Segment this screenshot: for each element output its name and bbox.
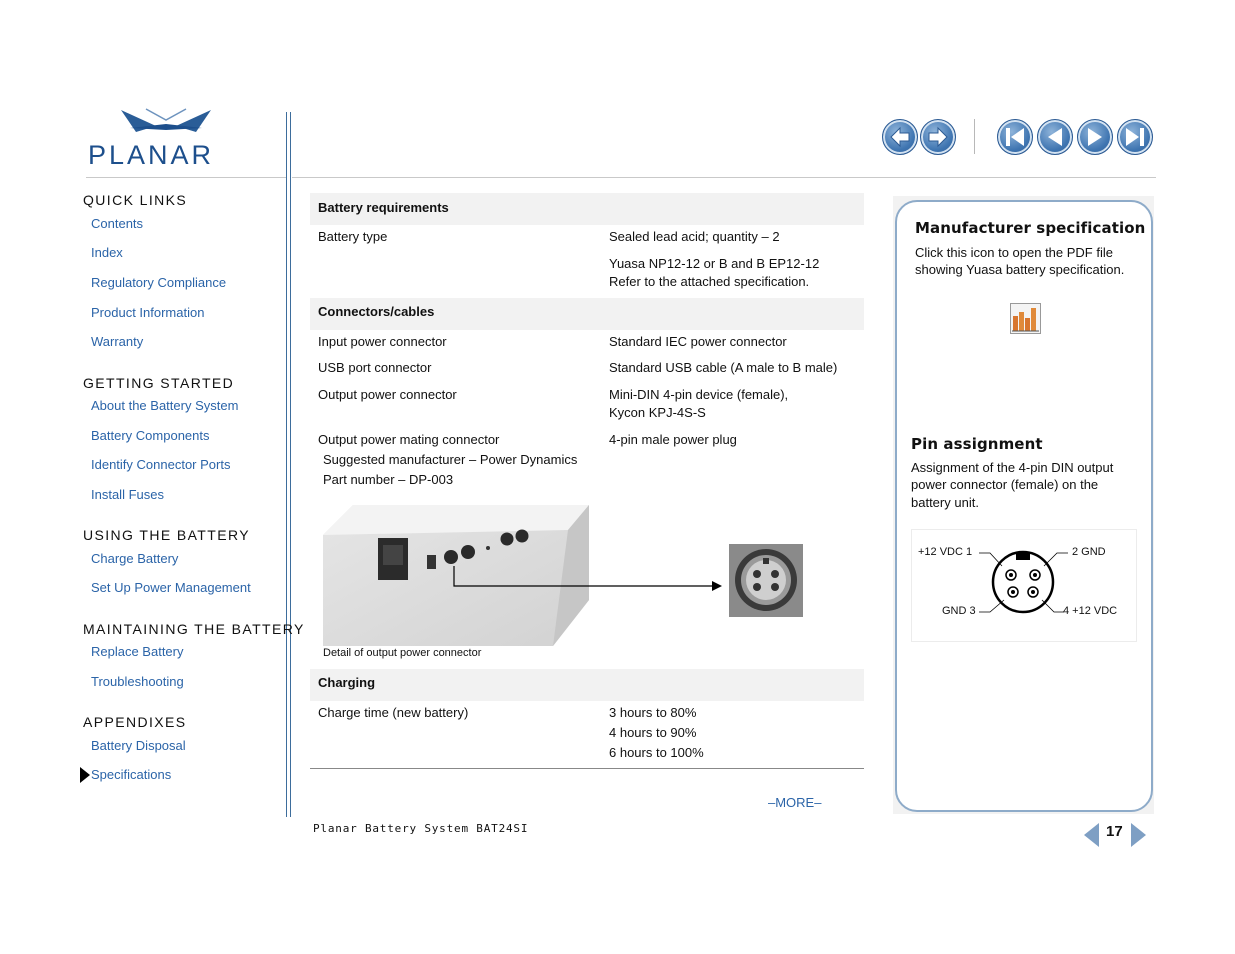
charge-time-value: 4 hours to 90% [609, 725, 697, 740]
header-divider [86, 177, 286, 178]
header-divider-main [292, 177, 1156, 178]
page-number: 17 [1106, 823, 1123, 840]
sidebar-section-maintaining-battery: MAINTAINING THE BATTERY [83, 621, 305, 637]
back-arrow-icon[interactable] [882, 119, 918, 155]
connector-label: USB port connector [318, 360, 432, 375]
connector-value: Mini-DIN 4-pin device (female), [609, 387, 789, 402]
sidebar-item-battery-components[interactable]: Battery Components [91, 428, 210, 443]
pin-4-label: 4 +12 VDC [1063, 605, 1118, 617]
sidebar-item-warranty[interactable]: Warranty [91, 334, 144, 349]
sidebar-item-about-battery-system[interactable]: About the Battery System [91, 398, 239, 413]
charge-time-value: 6 hours to 100% [609, 745, 704, 760]
battery-type-label: Battery type [318, 229, 388, 244]
connector-label: Output power connector [318, 387, 457, 402]
section-band-charging [310, 669, 864, 701]
pin-2-label: 2 GND [1072, 546, 1106, 558]
page-back-icon[interactable] [1084, 823, 1099, 847]
page-forward-icon[interactable] [1131, 823, 1146, 847]
battery-reference-note: Refer to the attached specification. [609, 274, 810, 289]
sidebar-item-battery-disposal[interactable]: Battery Disposal [91, 738, 186, 753]
pin-assignment-heading: Pin assignment [911, 435, 1043, 453]
connector-value-part: Kycon KPJ-4S-S [609, 405, 706, 420]
connector-value: 4-pin male power plug [609, 432, 737, 447]
sidebar-divider [286, 112, 287, 817]
pin-1-label: +12 VDC 1 [918, 546, 973, 558]
photo-caption: Detail of output power connector [323, 647, 482, 659]
sidebar-item-specifications[interactable]: Specifications [91, 767, 172, 782]
sidebar-item-contents[interactable]: Contents [91, 216, 144, 231]
mating-manufacturer: Suggested manufacturer – Power Dynamics [323, 452, 578, 467]
sidebar-item-product-information[interactable]: Product Information [91, 305, 205, 320]
footer-doc-title: Planar Battery System BAT24SI [313, 822, 529, 835]
sidebar-item-install-fuses[interactable]: Install Fuses [91, 487, 164, 502]
current-page-marker-icon [80, 767, 90, 783]
sidebar-item-charge-battery[interactable]: Charge Battery [91, 551, 179, 566]
section-title-connectors: Connectors/cables [318, 304, 435, 319]
sidebar-item-regulatory-compliance[interactable]: Regulatory Compliance [91, 275, 227, 290]
pin-assignment-text: Assignment of the 4-pin DIN output [911, 460, 1114, 475]
sidebar-section-getting-started: GETTING STARTED [83, 375, 235, 391]
manufacturer-spec-heading: Manufacturer specification [915, 219, 1146, 237]
sidebar-item-index[interactable]: Index [91, 245, 123, 260]
charge-time-label: Charge time (new battery) [318, 705, 469, 720]
brand-name: PLANAR [88, 140, 215, 170]
mating-part-number: Part number – DP-003 [323, 472, 454, 487]
pin-diagram [911, 529, 1137, 642]
first-page-icon[interactable] [997, 119, 1033, 155]
connector-label: Output power mating connector [318, 432, 500, 447]
connector-label: Input power connector [318, 334, 447, 349]
sidebar-item-replace-battery[interactable]: Replace Battery [91, 644, 184, 659]
sidebar-item-troubleshooting[interactable]: Troubleshooting [91, 674, 184, 689]
planar-logo [86, 106, 246, 170]
battery-type-value: Sealed lead acid; quantity – 2 [609, 229, 780, 244]
toolbar-separator [974, 119, 975, 154]
pin-assignment-text: power connector (female) on the [911, 477, 1099, 492]
pdf-chart-icon[interactable] [1010, 303, 1041, 334]
previous-page-icon[interactable] [1037, 119, 1073, 155]
manufacturer-spec-text: showing Yuasa battery specification. [915, 262, 1125, 277]
logo-wings-icon [86, 106, 246, 142]
connector-value: Standard USB cable (A male to B male) [609, 360, 838, 375]
callout-arrow-icon [450, 566, 725, 596]
sidebar-section-quick-links: QUICK LINKS [83, 192, 188, 208]
mini-din-connector-photo [729, 544, 803, 617]
forward-arrow-icon[interactable] [920, 119, 956, 155]
pin-3-label: GND 3 [942, 605, 976, 617]
sidebar-divider-inner [290, 112, 291, 817]
sidebar-item-power-management[interactable]: Set Up Power Management [91, 580, 251, 595]
section-title-battery: Battery requirements [318, 200, 449, 215]
more-link[interactable]: –MORE– [768, 795, 822, 810]
sidebar-section-using-battery: USING THE BATTERY [83, 527, 250, 543]
table-bottom-rule [310, 768, 864, 769]
connector-value: Standard IEC power connector [609, 334, 787, 349]
sidebar-item-identify-connector-ports[interactable]: Identify Connector Ports [91, 457, 231, 472]
pin-assignment-text: battery unit. [911, 495, 979, 510]
next-page-icon[interactable] [1077, 119, 1113, 155]
last-page-icon[interactable] [1117, 119, 1153, 155]
sidebar-section-appendixes: APPENDIXES [83, 714, 187, 730]
manufacturer-spec-text: Click this icon to open the PDF file [915, 245, 1113, 260]
battery-model-value: Yuasa NP12-12 or B and B EP12-12 [609, 256, 820, 271]
charge-time-value: 3 hours to 80% [609, 705, 697, 720]
section-title-charging: Charging [318, 675, 376, 690]
